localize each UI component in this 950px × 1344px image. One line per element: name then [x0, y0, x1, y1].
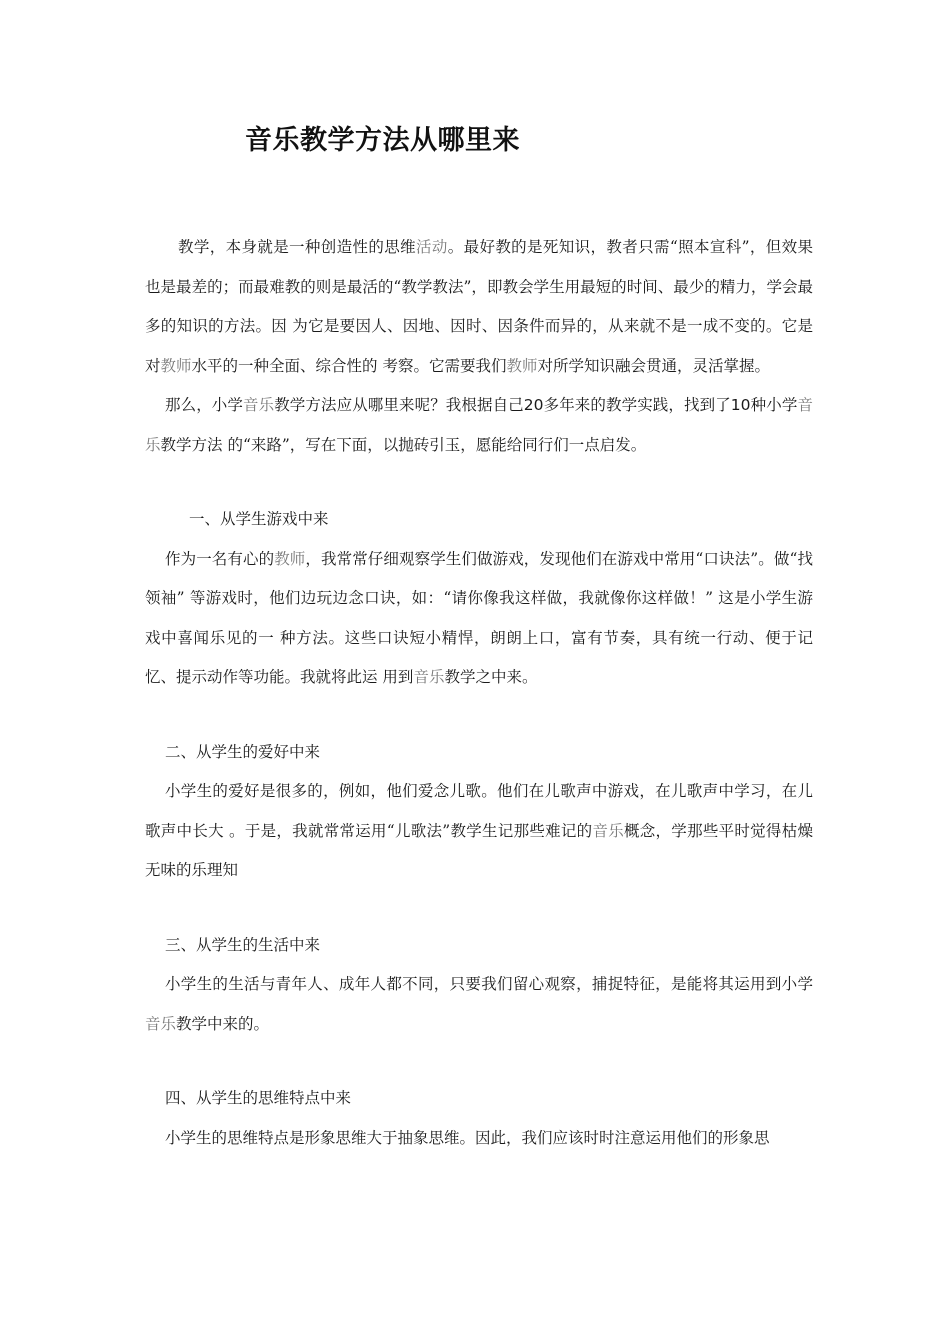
text-run: 作为一名有心的	[165, 549, 275, 568]
text-run: 教学之中来。	[444, 668, 538, 686]
text-run: 小学生的生活与青年人、成年人都不同，只要我们留心观察，捕捉特征，是能将其运用到小学	[165, 975, 813, 993]
section-body-2	[145, 772, 813, 891]
text-run: 教学方法 的“来路”，写在下面，以抛砖引玉，愿能给同行们一点启发。	[160, 435, 647, 454]
document-body	[145, 228, 813, 1158]
section-heading-4: 四、从学生的思维特点中来	[165, 1089, 352, 1107]
keyword-link[interactable]: 教师	[274, 549, 306, 568]
text-run: 那么，小学	[165, 396, 243, 414]
text-run: 教学方法应从哪里来呢？我根据自己	[274, 396, 524, 414]
text-run: 。最好教的是死知识，教者只需“照本宣科”，但效果也是最差的；而最难教的则是最活的“教学教法”，即教会学生用最短的时间、最少的精力，学会最多的知识的方法。因 为它是要因人、因地、因时、因条件而异的，从来就不是一成不变的。它是对	[145, 238, 813, 375]
keyword-link[interactable]: 教师	[160, 356, 192, 375]
text-run: 小学生的思维特点是形象思维大于抽象思维。因此，我们应该时时注意运用他们的形象思	[165, 1128, 770, 1147]
section-body-1	[145, 540, 813, 698]
intro-paragraph-2	[145, 386, 813, 465]
text-run: 小学生的爱好是很多的，例如，他们爱念儿歌。他们在儿歌声中游戏，在儿歌声中学习，在儿歌声中长大 。于是，我就常常运用“儿歌法”教学生记那些难记的	[145, 782, 813, 840]
intro-paragraph-1	[145, 228, 813, 386]
text-run: 种小学	[750, 396, 798, 414]
text-run: 教学中来的。	[176, 1014, 270, 1033]
number-run: 10	[730, 396, 751, 414]
text-run: 对所学知识融会贯通，灵活掌握。	[537, 356, 770, 375]
keyword-link[interactable]: 活动	[415, 238, 448, 256]
section-body-4	[145, 1119, 813, 1159]
section-body-3	[145, 965, 813, 1044]
number-run: 20	[523, 396, 544, 414]
keyword-link[interactable]: 音乐	[592, 821, 624, 840]
keyword-link[interactable]: 教师	[506, 356, 538, 375]
keyword-link[interactable]: 音乐	[145, 396, 813, 454]
keyword-link[interactable]: 音乐	[413, 668, 445, 686]
text-run: ，我常常仔细观察学生们做游戏，发现他们在游戏中常用“口诀法”。做“找领袖” 等游戏时，他们边玩边念口诀，如：“请你像我这样做，我就像你这样做！” 这是小学生游戏中喜闻乐见的一 种方法。这些口诀短小精悍，朗朗上口，富有节奏，具有统一行动、便于记忆、提示动作等功能。我就将此运 用到	[145, 549, 813, 686]
section-heading-2: 二、从学生的爱好中来	[165, 742, 321, 761]
section-heading-3: 三、从学生的生活中来	[165, 935, 321, 954]
document-title: 音乐教学方法从哪里来	[245, 125, 520, 156]
keyword-link[interactable]: 音乐	[243, 396, 275, 414]
text-run: 多年来的教学实践，找到了	[543, 396, 731, 414]
text-run: 概念，学那些平时觉得枯燥无味的乐理知	[145, 821, 813, 879]
text-run: 教学，本身就是一种创造性的思维	[178, 238, 416, 256]
keyword-link[interactable]: 音乐	[145, 1014, 177, 1033]
text-run: 水平的一种全面、综合性的 考察。它需要我们	[191, 356, 507, 375]
section-heading-1: 一、从学生游戏中来	[189, 510, 329, 528]
